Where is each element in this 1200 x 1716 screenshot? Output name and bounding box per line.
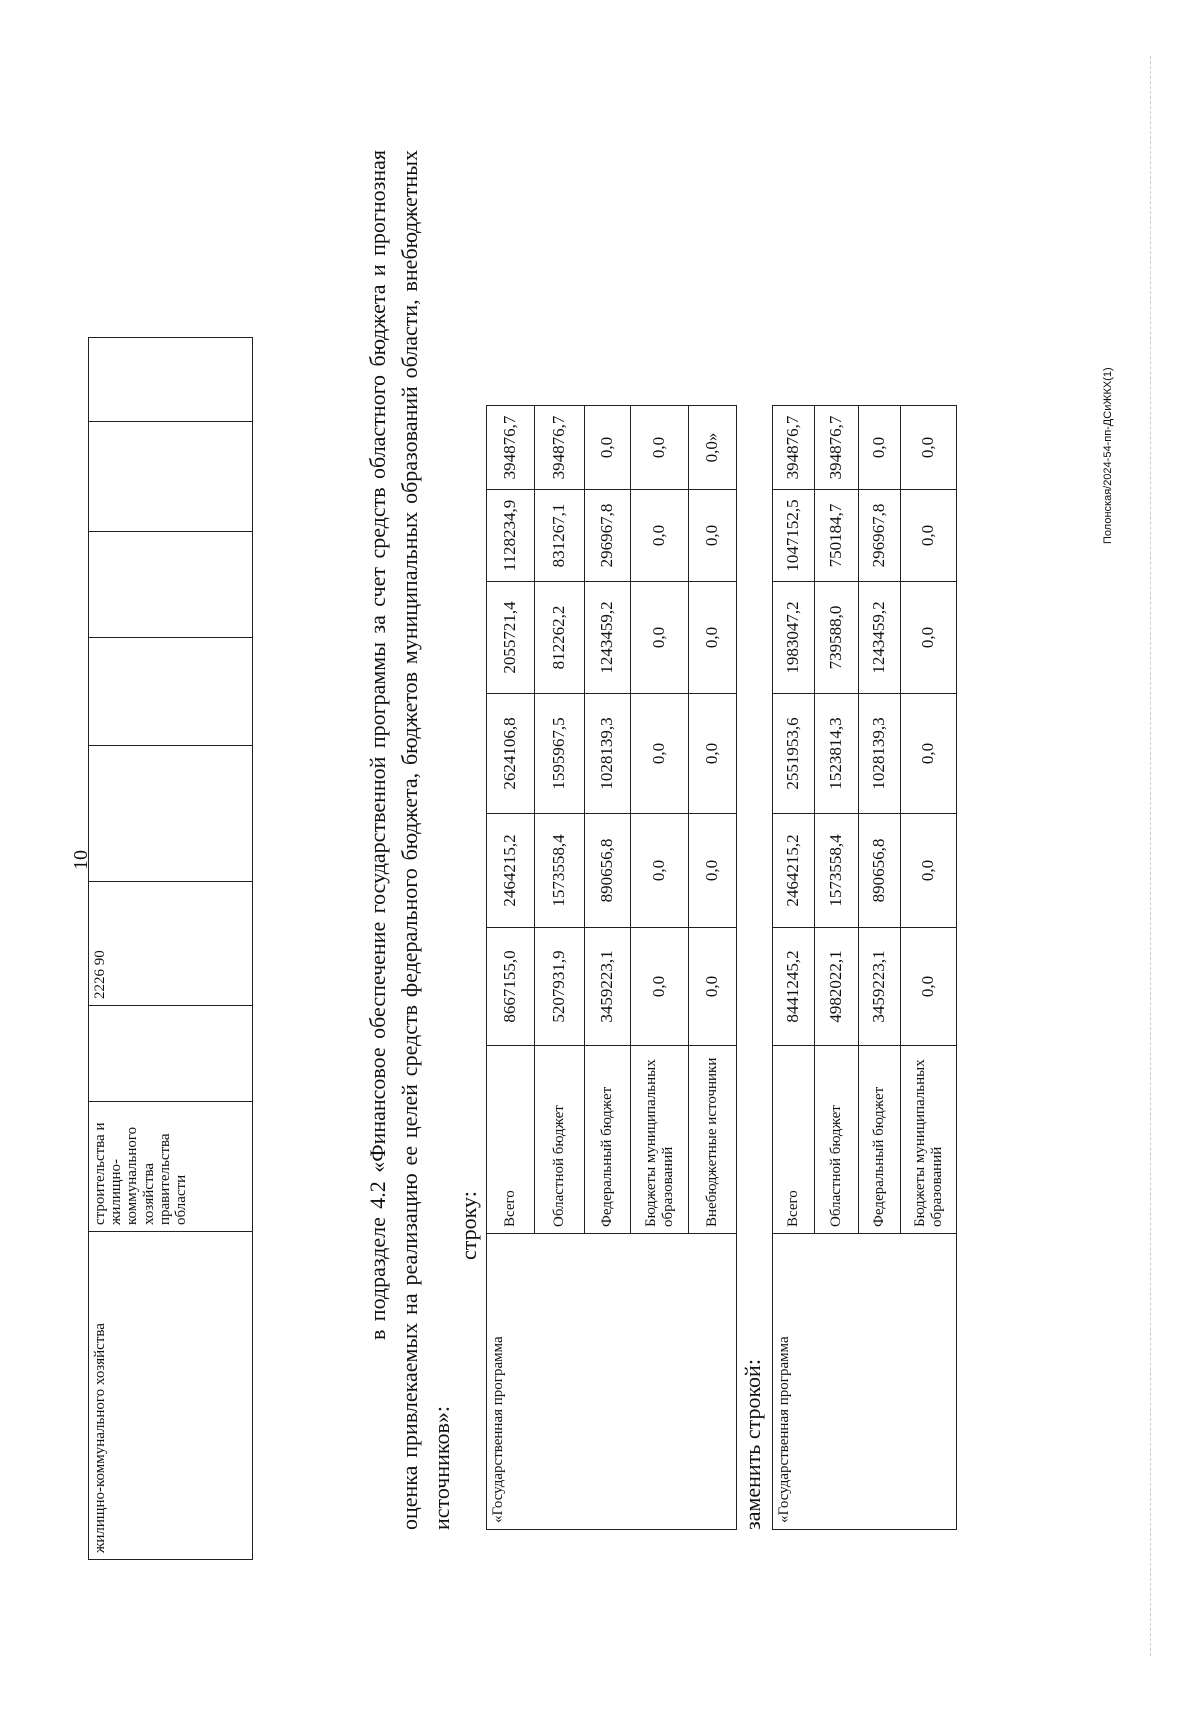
old-cell-value: 0,0 <box>585 406 631 490</box>
old-cell-value: 3459223,1 <box>585 928 631 1046</box>
new-cell-value: 8441245,2 <box>773 928 815 1046</box>
new-financing-table <box>772 405 957 1530</box>
new-row-label: Федеральный бюджет <box>859 1046 901 1234</box>
old-cell-value: 394876,7 <box>535 406 585 490</box>
new-cell-value: 1523814,3 <box>815 694 859 814</box>
continuation-cell-empty <box>89 1006 253 1102</box>
old-cell-value: 0,0 <box>689 582 737 694</box>
old-cell-value: 1128234,9 <box>487 490 535 582</box>
continuation-cell-agency: строительства и жилищно-коммунального хозяйства правительства области <box>89 1102 253 1232</box>
old-cell-value: 0,0 <box>631 406 689 490</box>
label-old-row: строку: <box>456 1191 481 1260</box>
label-new-row: заменить строкой: <box>740 1359 765 1530</box>
old-financing-table <box>486 405 737 1530</box>
page-number: 10 <box>70 850 92 870</box>
old-cell-value: 2055721,4 <box>487 582 535 694</box>
continuation-cell-empty <box>89 338 253 422</box>
new-program-name: «Государственная программа <box>773 1234 957 1530</box>
old-cell-value: 0,0 <box>631 814 689 928</box>
new-cell-value: 1047152,5 <box>773 490 815 582</box>
old-cell-value: 1243459,2 <box>585 582 631 694</box>
old-row-label: Всего <box>487 1046 535 1234</box>
old-cell-value: 1573558,4 <box>535 814 585 928</box>
new-cell-value: 394876,7 <box>815 406 859 490</box>
new-cell-value: 296967,8 <box>859 490 901 582</box>
old-cell-value: 8667155,0 <box>487 928 535 1046</box>
continuation-cell-empty <box>89 422 253 532</box>
continuation-cell-empty <box>89 532 253 638</box>
new-cell-value: 890656,8 <box>859 814 901 928</box>
new-cell-value: 739588,0 <box>815 582 859 694</box>
old-cell-value: 0,0 <box>631 694 689 814</box>
amendment-paragraph <box>362 150 458 1530</box>
old-cell-value: 0,0 <box>631 928 689 1046</box>
new-cell-value: 750184,7 <box>815 490 859 582</box>
continuation-cell-empty <box>89 638 253 746</box>
old-cell-value: 394876,7 <box>487 406 535 490</box>
new-cell-value: 4982022,1 <box>815 928 859 1046</box>
old-cell-value: 296967,8 <box>585 490 631 582</box>
new-cell-value: 0,0 <box>901 490 957 582</box>
old-cell-value: 0,0 <box>631 582 689 694</box>
continuation-cell-empty <box>89 746 253 882</box>
old-cell-value: 2464215,2 <box>487 814 535 928</box>
scan-artifact-line <box>1150 56 1151 1656</box>
old-cell-value: 1028139,3 <box>585 694 631 814</box>
new-cell-value: 2464215,2 <box>773 814 815 928</box>
new-cell-value: 1573558,4 <box>815 814 859 928</box>
old-cell-value: 890656,8 <box>585 814 631 928</box>
old-row-label: Федеральный бюджет <box>585 1046 631 1234</box>
new-cell-value: 0,0 <box>901 406 957 490</box>
old-cell-value: 0,0» <box>689 406 737 490</box>
old-row-label: Областной бюджет <box>535 1046 585 1234</box>
amendment-text: в подразделе 4.2 «Финансовое обеспечение государственной программы за счет средств областного бюджета и прогнозная оценка привлекаемых на реализацию ее целей средств федерального бюджета, бюджетов муниципальных образований области, внебюджетных источников»: <box>365 150 454 1530</box>
new-cell-value: 0,0 <box>901 582 957 694</box>
old-cell-value: 0,0 <box>689 928 737 1046</box>
old-row-label: Бюджеты муниципальных образований <box>631 1046 689 1234</box>
new-cell-value: 3459223,1 <box>859 928 901 1046</box>
document-footer: Полонская/2024-54-пп-ДСиЖКХ(1) <box>1102 367 1114 544</box>
old-cell-value: 0,0 <box>689 814 737 928</box>
new-row-label: Бюджеты муниципальных образований <box>901 1046 957 1234</box>
new-row-label: Областной бюджет <box>815 1046 859 1234</box>
old-cell-value: 812262,2 <box>535 582 585 694</box>
new-cell-value: 1028139,3 <box>859 694 901 814</box>
continuation-cell-code: 2226 90 <box>89 882 253 1006</box>
continuation-cell-department: жилищно-коммунального хозяйства <box>89 1232 253 1560</box>
old-cell-value: 0,0 <box>631 490 689 582</box>
old-cell-value: 5207931,9 <box>535 928 585 1046</box>
new-cell-value: 1243459,2 <box>859 582 901 694</box>
new-cell-value: 0,0 <box>859 406 901 490</box>
new-row-label: Всего <box>773 1046 815 1234</box>
new-cell-value: 0,0 <box>901 928 957 1046</box>
old-cell-value: 1595967,5 <box>535 694 585 814</box>
new-cell-value: 2551953,6 <box>773 694 815 814</box>
new-cell-value: 0,0 <box>901 694 957 814</box>
new-cell-value: 1983047,2 <box>773 582 815 694</box>
new-cell-value: 394876,7 <box>773 406 815 490</box>
old-cell-value: 2624106,8 <box>487 694 535 814</box>
old-row-label: Внебюджетные источники <box>689 1046 737 1234</box>
old-program-name: «Государственная программа <box>487 1234 737 1530</box>
old-cell-value: 0,0 <box>689 694 737 814</box>
old-cell-value: 0,0 <box>689 490 737 582</box>
old-cell-value: 831267,1 <box>535 490 585 582</box>
continuation-table <box>88 337 253 1560</box>
new-cell-value: 0,0 <box>901 814 957 928</box>
